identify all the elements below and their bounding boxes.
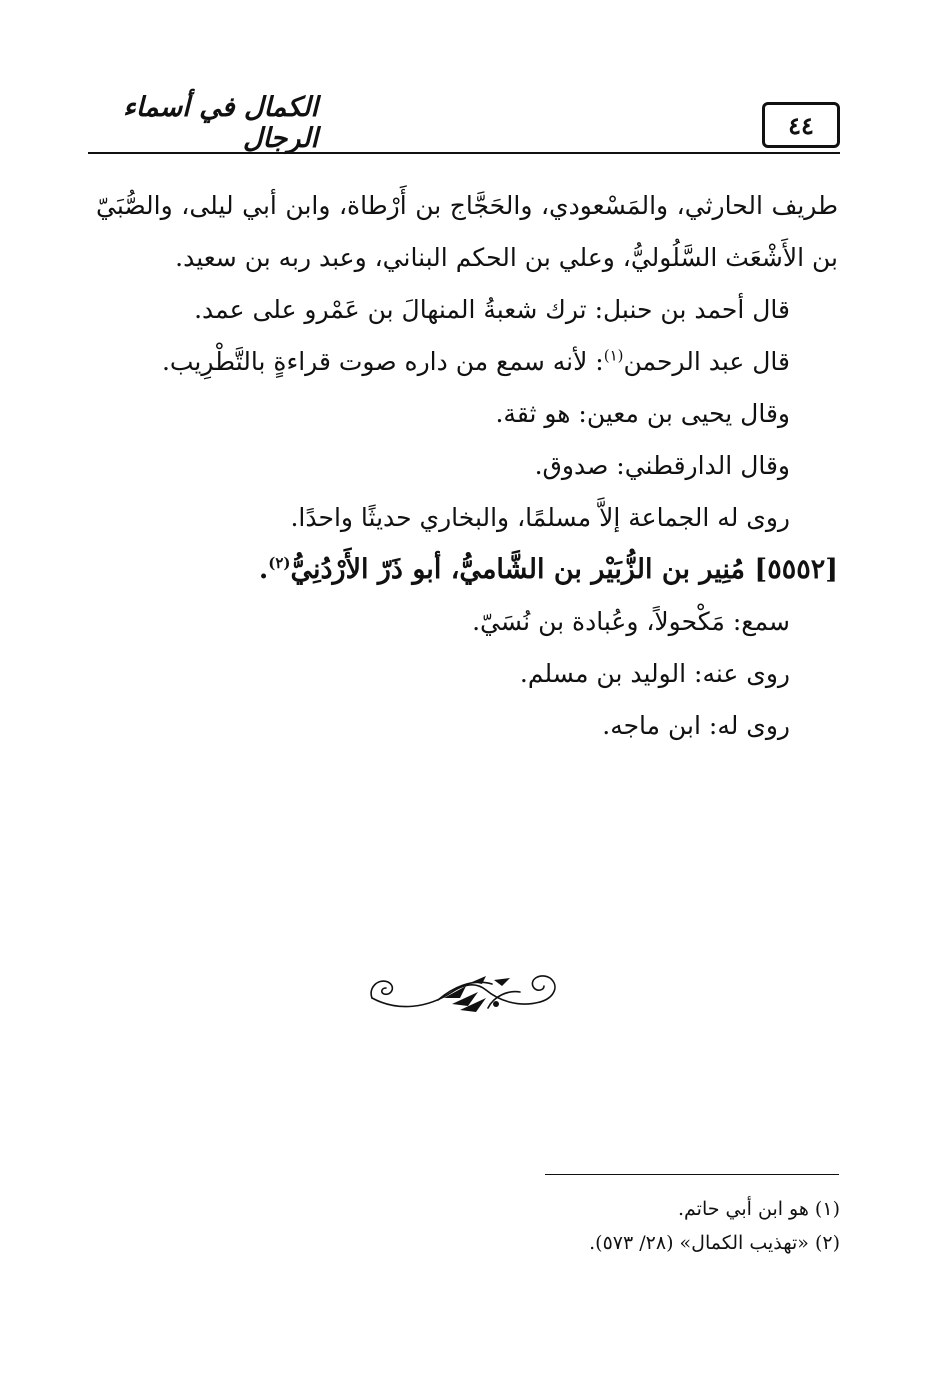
header-rule [88, 152, 840, 154]
footnote-ref-2[interactable]: (٢) [268, 554, 291, 572]
footnotes [400, 1192, 840, 1260]
entry-heading-text: [٥٥٥٢] مُنِير بن الزُّبَيْر بن الشَّاميُّ، أبو ذَرّ الأَرْدُنِيُّ [290, 554, 838, 585]
book-title: الكمال في أسماء الرجال [123, 92, 318, 154]
line-daraqutni: وقال الدارقطني: صدوق. [534, 451, 790, 480]
line-abd-al-rahman-end: : لأنه سمع من داره صوت قراءةٍ بالتَّطْرِيب. [161, 347, 604, 376]
line-abd-al-rahman [96, 336, 838, 388]
line-ahmad-ibn-hanbal: قال أحمد بن حنبل: ترك شعبةُ المنهالَ بن عَمْرو على عمد. [194, 295, 790, 324]
line-abd-al-rahman-start: قال عبد الرحمن [623, 347, 790, 376]
narrators-paragraph: طريف الحارثي، والمَسْعودي، والحَجَّاج بن أَرْطاة، وابن أبي ليلى، والصُّبَيّ بن الأَشْعَث السَّلُوليُّ، وعلي بن الحكم البناني، وعبد ربه بن سعيد. [96, 191, 838, 272]
entry-heading [96, 544, 838, 596]
line-yahya-ibn-main: وقال يحيى بن معين: هو ثقة. [495, 399, 790, 428]
footnote-ref-1[interactable]: (١) [603, 346, 624, 365]
main-text [96, 180, 838, 752]
page-number: ٤٤ [788, 110, 814, 140]
line-rawa-lahu: روى له: ابن ماجه. [602, 711, 790, 740]
entry-heading-end: . [258, 554, 269, 585]
page-header [88, 92, 840, 158]
line-rawa-anhu: روى عنه: الوليد بن مسلم. [519, 659, 790, 688]
page-number-box [762, 102, 840, 148]
line-rawa-jamaa: روى له الجماعة إلاَّ مسلمًا، والبخاري حديثًا واحدًا. [290, 503, 790, 532]
footnote-2: (٢) «تهذيب الكمال» (٢٨/ ٥٧٣). [589, 1232, 840, 1254]
footnote-separator [545, 1174, 839, 1175]
floral-divider-ornament-icon [368, 968, 564, 1016]
footnote-1: (١) هو ابن أبي حاتم. [678, 1198, 840, 1220]
line-samia: سمع: مَكْحولاً، وعُبادة بن نُسَيّ. [472, 607, 790, 636]
